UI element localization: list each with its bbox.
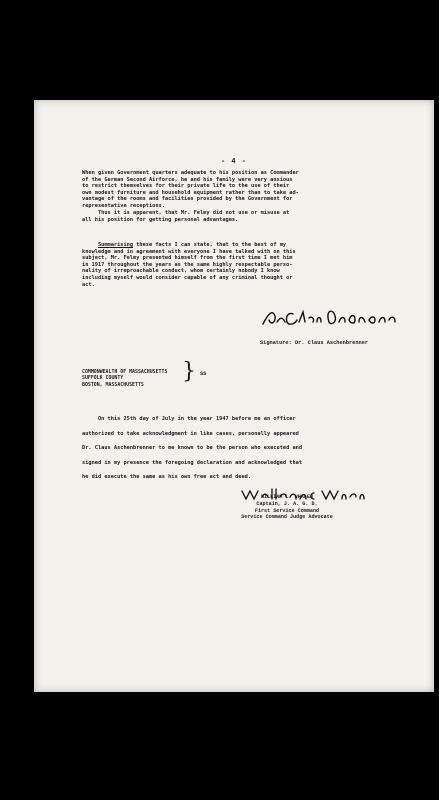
officer-title: Service Command Judge Advocate xyxy=(241,514,333,521)
signature-line: Signature: Dr. Claus Aschenbrenner xyxy=(260,340,369,346)
acknowledgment-paragraph: On this 25th day of July in the year 1947 before me an officer authorized to take acknowledgment in like cases, personally appeared Dr. Claus Aschenbrenner to me known to be the person who executed and signed in my presence the foregoing declaration and acknowledged that he did execute the same as his own free act and deed. xyxy=(82,416,303,481)
handwritten-signature-aschenbrenner xyxy=(259,306,399,332)
venue-brace: } xyxy=(182,359,196,384)
officer-command: First Service Command xyxy=(254,507,320,514)
venue-abbrev: SS xyxy=(200,371,207,377)
summary-body: these facts I can state, that to the best of my knowledge and in agreement with everyone I have talked with on this subject, Mr. Felmy presented himself from the first time I met him in 1917 throughout the years as the same highly respectable perso- nality of irreproachable conduct, whom certainly nobody I know including myself would consider capable of any criminal thought or act. xyxy=(82,242,296,288)
officer-name: WILLIAM L. WHALEN xyxy=(261,494,313,500)
paragraph-summary xyxy=(82,242,400,288)
officer-signature-block xyxy=(212,494,362,521)
summary-lead-word: Summarising xyxy=(97,242,134,248)
officer-rank: Captain, J. A. G. D. xyxy=(256,500,318,507)
paragraph-quarters: When given Government quarters adequate to his position as Commander of the German Second Airforce, he and his family were very anxious to restrict themselves for their private life to the use of their own modest furniture and household equipment rather than to take ad- vantage of the rooms and facilities provided by the Government for representative receptions. xyxy=(82,170,299,209)
document-page xyxy=(34,100,434,692)
page-number: - 4 - xyxy=(220,158,247,166)
venue-block: COMMONWEALTH OF MASSACHUSETTS SUFFOLK COUNTY BOSTON, MASSACHUSETTS xyxy=(82,368,168,389)
paragraph-conclusion: Thus it is apparent, that Mr. Felmy did not use or misuse at all his position for getting personal advantages. xyxy=(82,210,290,223)
